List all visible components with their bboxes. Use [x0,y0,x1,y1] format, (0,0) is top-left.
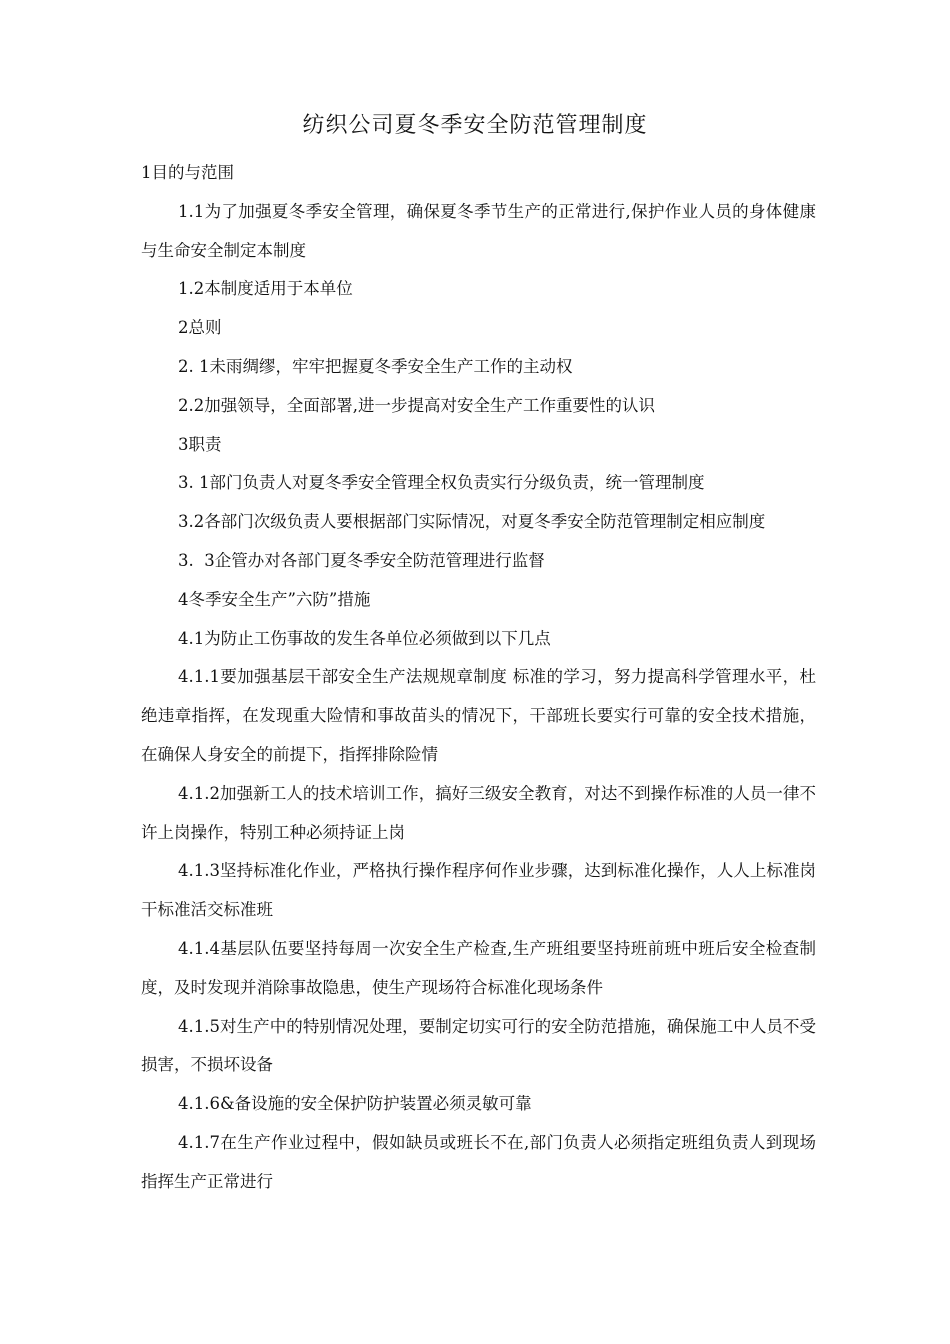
clause-4-1-6: 4.1.6&备设施的安全保护防护装置必须灵敏可靠 [178,1094,532,1114]
clause-3-1: 3. 1部门负责人对夏冬季安全管理全权负责实行分级负责，统一管理制度 [178,473,705,493]
section-heading-4: 4冬季安全生产”六防”措施 [178,589,371,609]
clause-4-1: 4.1为防止工伤事故的发生各单位必须做到以下几点 [178,628,551,648]
section-heading-2: 2总则 [178,318,222,338]
clause-4-1-7: 4.1.7在生产作业过程中，假如缺员或班长不在,部门负责人必须指定班组负责人到现场指挥生产正常进行 [141,1132,816,1191]
clause-1-1: 1.1为了加强夏冬季安全管理，确保夏冬季节生产的正常进行,保护作业人员的身体健康与生命安全制定本制度 [141,201,816,260]
clause-4-1-4: 4.1.4基层队伍要坚持每周一次安全生产检查,生产班组要坚持班前班中班后安全检查制度，及时发现并消除事故隐患，使生产现场符合标准化现场条件 [141,938,816,997]
section-heading-1: 1目的与范围 [141,163,234,182]
clause-2-1: 2. 1未雨绸缪，牢牢把握夏冬季安全生产工作的主动权 [178,356,573,376]
clause-3-2: 3.2各部门次级负责人要根据部门实际情况，对夏冬季安全防范管理制定相应制度 [178,512,766,532]
clause-4-1-2: 4.1.2加强新工人的技术培训工作，搞好三级安全教育，对达不到操作标准的人员一律不许上岗操作，特别工种必须持证上岗 [141,783,816,842]
clause-2-2: 2.2加强领导，全面部署,进一步提高对安全生产工作重要性的认识 [178,395,655,415]
clause-3-3: 3. 3企管办对各部门夏冬季安全防范管理进行监督 [178,550,545,570]
section-heading-3: 3职责 [178,434,222,454]
clause-4-1-5: 4.1.5对生产中的特别情况处理，要制定切实可行的安全防范措施，确保施工中人员不受损害，不损坏设备 [141,1016,816,1075]
clause-4-1-1: 4.1.1要加强基层干部安全生产法规规章制度 标准的学习，努力提高科学管理水平，杜绝违章指挥，在发现重大险情和事故苗头的情况下，干部班长要实行可靠的安全技术措施，在确保人身安全的前提下，指挥排除险情 [141,667,816,764]
clause-1-2: 1.2本制度适用于本单位 [178,279,353,299]
document-title: 纺织公司夏冬季安全防范管理制度 [302,113,648,138]
clause-4-1-3: 4.1.3坚持标准化作业，严格执行操作程序何作业步骤，达到标准化操作，人人上标准岗干标准活交标准班 [141,861,816,920]
document-body [141,154,816,1202]
